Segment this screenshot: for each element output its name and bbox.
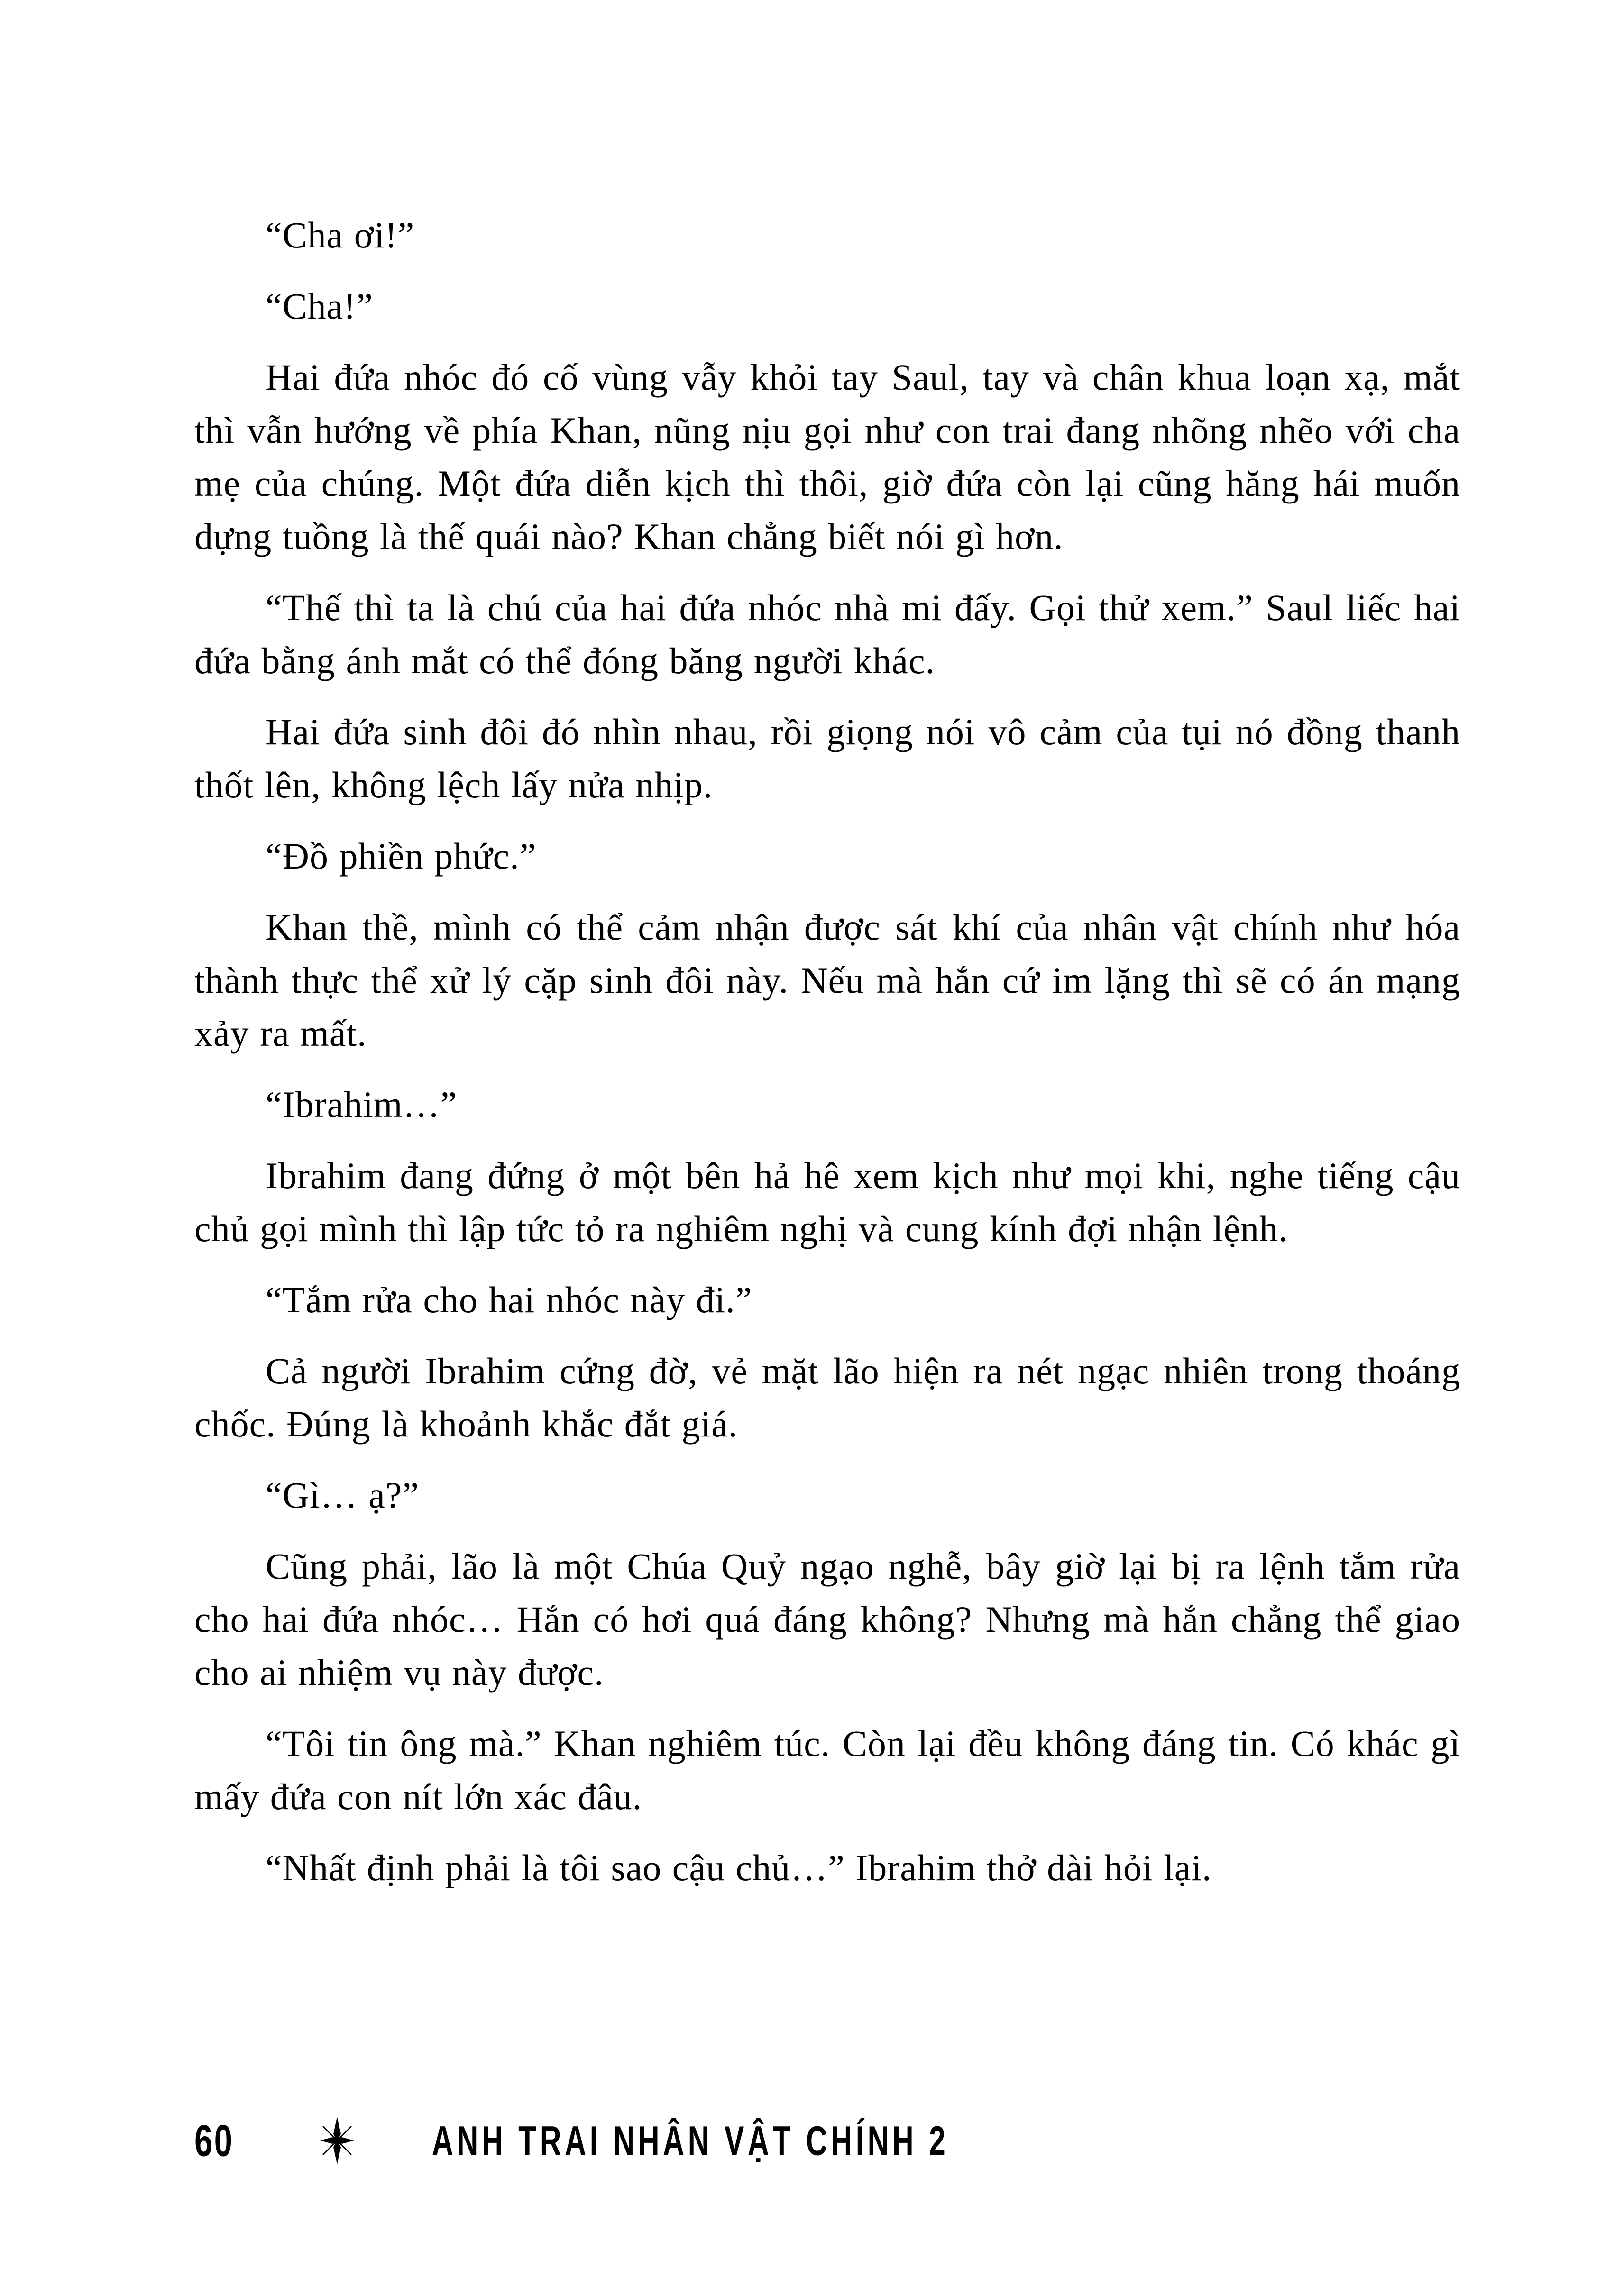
page-number: 60 xyxy=(194,2115,234,2166)
narration-paragraph: Hai đứa nhóc đó cố vùng vẫy khỏi tay Saul, tay và chân khua loạn xạ, mắt thì vẫn hướng về phía Khan, nũng nịu gọi như con trai đang nhõng nhẽo với cha mẹ của chúng. Một đứa diễn kịch thì thôi, giờ đứa còn lại cũng hăng hái muốn dựng tuồng là thế quái nào? Khan chẳng biết nói gì hơn. xyxy=(194,357,1460,557)
dialogue-paragraph: “Tắm rửa cho hai nhóc này đi.” xyxy=(266,1279,752,1320)
dialogue-paragraph: “Cha!” xyxy=(266,285,373,327)
narration-paragraph: Khan thề, mình có thể cảm nhận được sát khí của nhân vật chính như hóa thành thực thể xử lý cặp sinh đôi này. Nếu mà hắn cứ im lặng thì sẽ có án mạng xảy ra mất. xyxy=(194,906,1460,1054)
dialogue-paragraph: “Tôi tin ông mà.” Khan nghiêm túc. Còn lại đều không đáng tin. Có khác gì mấy đứa con nít lớn xác đâu. xyxy=(194,1723,1460,1817)
dialogue-paragraph: “Đồ phiền phức.” xyxy=(266,835,537,877)
dialogue-paragraph: “Nhất định phải là tôi sao cậu chủ…” Ibrahim thở dài hỏi lại. xyxy=(266,1847,1212,1888)
book-title: ANH TRAI NHÂN VẬT CHÍNH 2 xyxy=(432,2117,949,2164)
narration-paragraph: Cũng phải, lão là một Chúa Quỷ ngạo nghễ, bây giờ lại bị ra lệnh tắm rửa cho hai đứa nhóc… Hắn có hơi quá đáng không? Nhưng mà hắn chẳng thể giao cho ai nhiệm vụ này được. xyxy=(194,1546,1460,1693)
narration-paragraph: Ibrahim đang đứng ở một bên hả hê xem kịch như mọi khi, nghe tiếng cậu chủ gọi mình thì lập tức tỏ ra nghiêm nghị và cung kính đợi nhận lệnh. xyxy=(194,1155,1460,1249)
narration-paragraph: Cả người Ibrahim cứng đờ, vẻ mặt lão hiện ra nét ngạc nhiên trong thoáng chốc. Đúng là khoảnh khắc đắt giá. xyxy=(194,1350,1460,1445)
page-text xyxy=(194,209,1460,1894)
dialogue-paragraph: “Ibrahim…” xyxy=(266,1084,458,1125)
dialogue-paragraph: “Thế thì ta là chú của hai đứa nhóc nhà mi đấy. Gọi thử xem.” Saul liếc hai đứa bằng ánh mắt có thể đóng băng người khác. xyxy=(194,587,1460,681)
narration-paragraph: Hai đứa sinh đôi đó nhìn nhau, rồi giọng nói vô cảm của tụi nó đồng thanh thốt lên, không lệch lấy nửa nhịp. xyxy=(194,711,1460,805)
footer-ornament-icon xyxy=(313,2117,361,2164)
dialogue-paragraph: “Gì… ạ?” xyxy=(266,1474,419,1516)
page-footer xyxy=(194,2110,1460,2171)
dialogue-paragraph: “Cha ơi!” xyxy=(266,214,415,256)
